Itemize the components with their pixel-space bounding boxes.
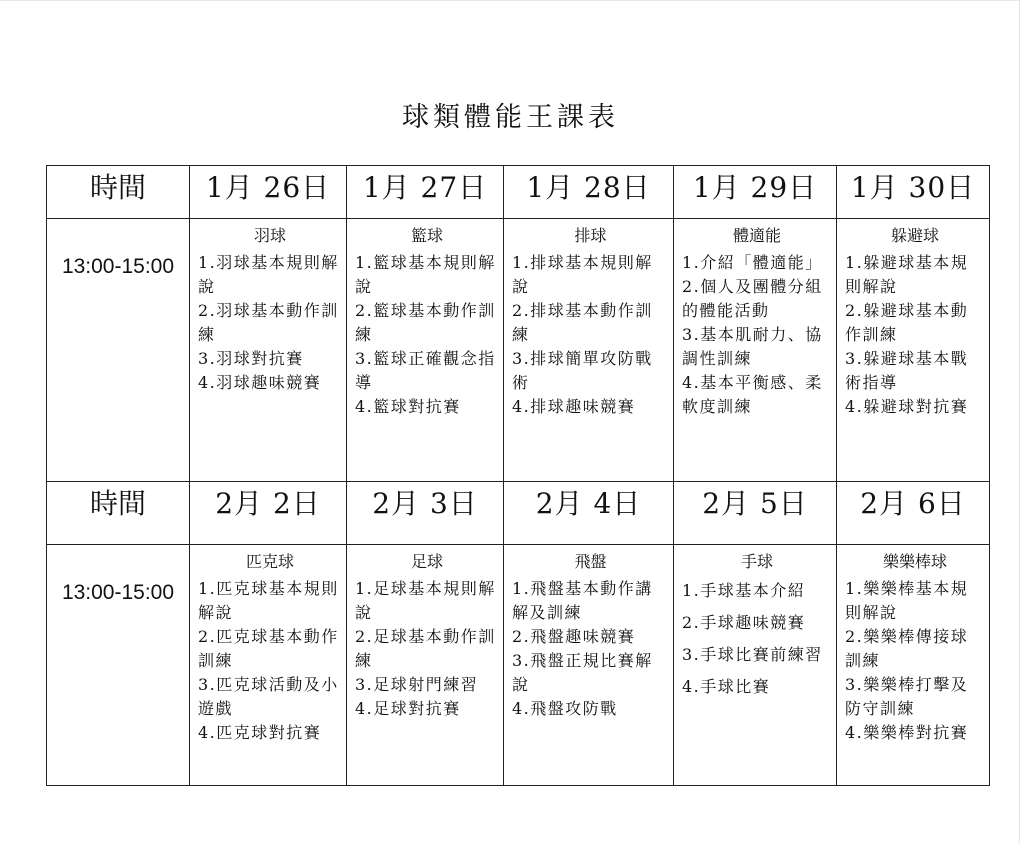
activity-item: 1.足球基本規則解說 <box>355 579 496 622</box>
date-header: 1月 26日 <box>190 166 347 219</box>
activity-item: 2.羽球基本動作訓練 <box>198 301 339 344</box>
activity-item: 2.排球基本動作訓練 <box>512 301 653 344</box>
activity-item: 4.樂樂棒對抗賽 <box>845 723 969 742</box>
time-range-cell <box>47 545 190 786</box>
activity-item: 1.樂樂棒基本規則解說 <box>845 579 969 622</box>
activity-item: 3.手球比賽前練習 <box>682 645 823 664</box>
activity-item: 4.手球比賽 <box>682 677 771 696</box>
activity-item: 4.羽球趣味競賽 <box>198 373 322 392</box>
activity-item: 4.足球對抗賽 <box>355 699 461 718</box>
day-cell <box>504 545 674 786</box>
activity-item: 1.飛盤基本動作講解及訓練 <box>512 579 653 622</box>
week-1-header-row <box>47 166 990 219</box>
activity-item: 2.樂樂棒傳接球訓練 <box>845 627 969 670</box>
sport-name: 體適能 <box>732 226 781 245</box>
activity-item: 1.躲避球基本規則解說 <box>845 253 969 296</box>
activity-item: 2.個人及團體分組的體能活動 <box>682 277 823 320</box>
activity-item: 3.基本肌耐力、協調性訓練 <box>682 325 823 368</box>
day-cell <box>347 219 504 482</box>
activity-item: 2.飛盤趣味競賽 <box>512 627 636 646</box>
date-header: 1月 28日 <box>504 166 674 219</box>
week-2-header-row <box>47 482 990 545</box>
sport-name: 足球 <box>410 552 443 571</box>
date-header: 2月 2日 <box>190 482 347 545</box>
day-cell <box>674 219 837 482</box>
activity-item: 3.排球簡單攻防戰術 <box>512 349 653 392</box>
schedule-table <box>46 165 990 786</box>
activity-item: 3.羽球對抗賽 <box>198 349 304 368</box>
sport-name: 匹克球 <box>245 552 294 571</box>
date-header: 1月 30日 <box>837 166 990 219</box>
sport-name: 籃球 <box>410 226 443 245</box>
sport-name: 羽球 <box>253 226 286 245</box>
activity-item: 2.躲避球基本動作訓練 <box>845 301 969 344</box>
activity-item: 3.樂樂棒打擊及防守訓練 <box>845 675 969 718</box>
activity-item: 2.匹克球基本動作訓練 <box>198 627 339 670</box>
activity-item: 2.籃球基本動作訓練 <box>355 301 496 344</box>
sport-name: 飛盤 <box>574 552 607 571</box>
day-cell <box>837 545 990 786</box>
sport-name: 躲避球 <box>890 226 939 245</box>
date-header: 1月 29日 <box>674 166 837 219</box>
activity-item: 1.排球基本規則解說 <box>512 253 653 296</box>
day-cell <box>837 219 990 482</box>
time-range: 13:00-15:00 <box>61 581 175 604</box>
date-header: 1月 27日 <box>347 166 504 219</box>
activity-item: 1.匹克球基本規則解說 <box>198 579 339 622</box>
activity-item: 4.躲避球對抗賽 <box>845 397 969 416</box>
activity-item: 4.排球趣味競賽 <box>512 397 636 416</box>
date-header: 2月 4日 <box>504 482 674 545</box>
week-1-content-row <box>47 219 990 482</box>
date-header: 2月 5日 <box>674 482 837 545</box>
day-cell <box>347 545 504 786</box>
time-header: 時間 <box>47 482 190 545</box>
activity-item: 1.介紹「體適能」 <box>682 253 823 272</box>
activity-item: 1.籃球基本規則解說 <box>355 253 496 296</box>
activity-item: 1.手球基本介紹 <box>682 581 806 600</box>
activity-item: 3.匹克球活動及小遊戲 <box>198 675 339 718</box>
day-cell <box>674 545 837 786</box>
date-header: 2月 3日 <box>347 482 504 545</box>
activity-item: 2.足球基本動作訓練 <box>355 627 496 670</box>
document-title: 球類體能王課表 <box>402 102 619 133</box>
sport-name: 排球 <box>574 226 607 245</box>
time-range: 13:00-15:00 <box>61 255 175 278</box>
day-cell <box>190 545 347 786</box>
day-cell <box>190 219 347 482</box>
activity-item: 3.躲避球基本戰術指導 <box>845 349 969 392</box>
activity-item: 3.籃球正確觀念指導 <box>355 349 496 392</box>
activity-item: 2.手球趣味競賽 <box>682 613 806 632</box>
activity-item: 4.飛盤攻防戰 <box>512 699 618 718</box>
time-range-cell <box>47 219 190 482</box>
week-2-content-row <box>47 545 990 786</box>
time-header: 時間 <box>47 166 190 219</box>
activity-item: 4.匹克球對抗賽 <box>198 723 322 742</box>
activity-item: 1.羽球基本規則解說 <box>198 253 339 296</box>
activity-item: 4.基本平衡感、柔軟度訓練 <box>682 373 823 416</box>
sport-name: 手球 <box>740 552 773 571</box>
activity-item: 4.籃球對抗賽 <box>355 397 461 416</box>
day-cell <box>504 219 674 482</box>
sport-name: 樂樂棒球 <box>882 552 947 571</box>
activity-item: 3.足球射門練習 <box>355 675 479 694</box>
activity-item: 3.飛盤正規比賽解說 <box>512 651 653 694</box>
date-header: 2月 6日 <box>837 482 990 545</box>
